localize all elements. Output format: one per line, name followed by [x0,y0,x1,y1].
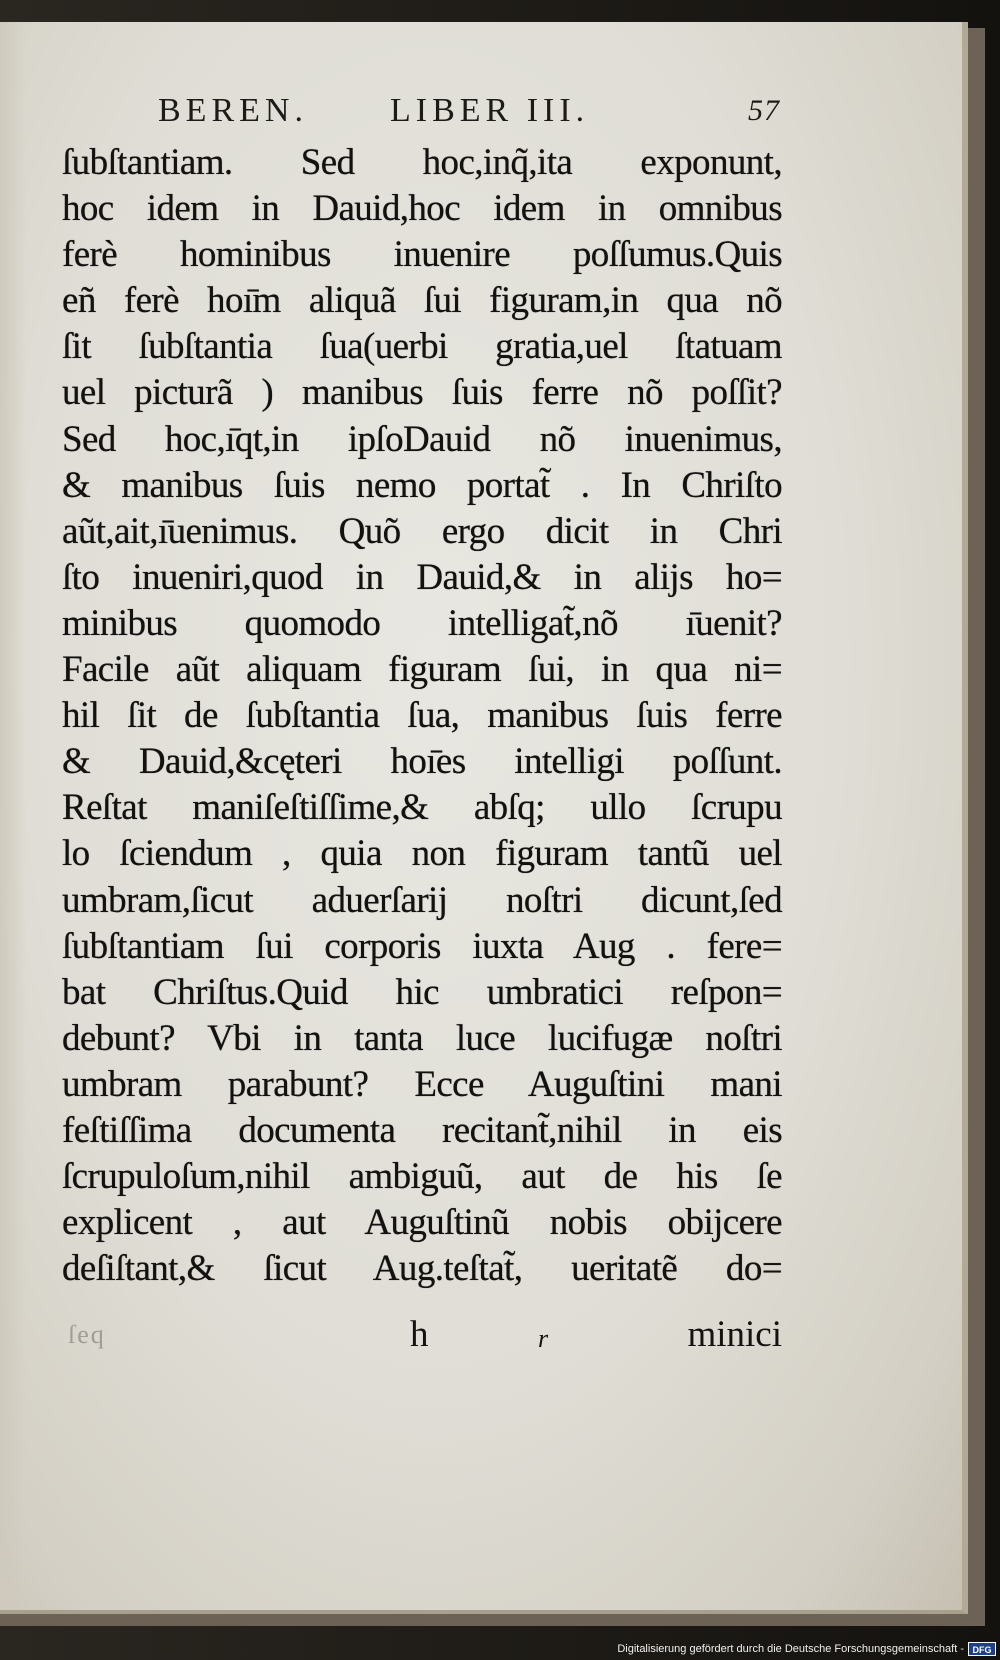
running-head-center: LIBER III. [390,92,590,129]
faded-ink-fragment: ſeq [68,1320,106,1349]
signature-number: r [538,1324,549,1353]
catchword: minici [687,1314,782,1355]
text-line: Sed hoc,ı̄qt,in ipſoDauid nõ inuenimus, [62,418,782,460]
text-line: explicent , aut Auguſtinũ nobis obijcere [62,1202,782,1244]
funding-credit: Digitalisierung gefördert durch die Deutsche Forschungsgemeinschaft - [617,1643,964,1655]
text-line: aũt,ait,ı̄uenimus. Quõ ergo dicit in Chri [62,510,782,552]
text-line: feſtiſſima documenta recitant̃,nihil in eis [62,1109,782,1151]
text-line: ſit ſubſtantia ſua(uerbi gratia,uel ſtatuam [62,326,782,368]
text-line: hil ſit de ſubſtantia ſua, manibus ſuis ferre [62,695,782,737]
digitization-footer [0,1640,1000,1660]
text-line: ſto inueniri,quod in Dauid,& in alijs ho= [62,556,782,598]
signature-line [62,1312,782,1358]
text-line: debunt? Vbi in tanta luce lucifugæ noſtri [62,1017,782,1059]
text-line: lo ſciendum , quia non figuram tantũ uel [62,833,782,875]
signature-mark: h [410,1314,429,1355]
text-line: ſubſtantiam. Sed hoc,inq̃,ita exponunt, [62,142,782,183]
text-line: ſubſtantiam ſui corporis iuxta Aug . fere= [62,925,782,967]
text-line: umbram parabunt? Ecce Auguſtini mani [62,1063,782,1105]
running-head [158,82,780,140]
text-line: umbram,ſicut aduerſarij noſtri dicunt,ſed [62,879,782,921]
text-line: minibus quomodo intelligat̃,nõ ı̄uenit? [62,602,782,644]
text-line: hoc idem in Dauid,hoc idem in omnibus [62,188,782,230]
text-line: ſcrupuloſum,nihil ambiguũ, aut de his ſe [62,1156,782,1198]
text-line: deſiſtant,& ſicut Aug.teſtat̃, ueritatẽ do= [62,1248,782,1290]
text-line: ferè hominibus inuenire poſſumus.Quis [62,234,782,276]
text-line: bat Chriſtus.Quid hic umbratici reſpon= [62,971,782,1013]
text-line: Facile aũt aliquam figuram ſui, in qua ni= [62,649,782,691]
body-text [62,140,782,1292]
text-line: & Dauid,&cęteri hoı̄es intelligi poſſunt. [62,741,782,783]
text-line: Reſtat maniſeſtiſſime,& abſq; ullo ſcrupu [62,787,782,829]
text-line: eñ ferè hoı̄m aliquã ſui figuram,in qua nõ [62,280,782,322]
running-head-left: BEREN. [158,92,308,129]
text-line: & manibus ſuis nemo portat̃ . In Chriſto [62,464,782,506]
text-line: uel picturã ) manibus ſuis ferre nõ poſſit? [62,372,782,414]
page-number: 57 [748,94,780,127]
page-gutter-shade [0,22,26,1610]
dfg-logo-icon: DFG [968,1642,996,1656]
